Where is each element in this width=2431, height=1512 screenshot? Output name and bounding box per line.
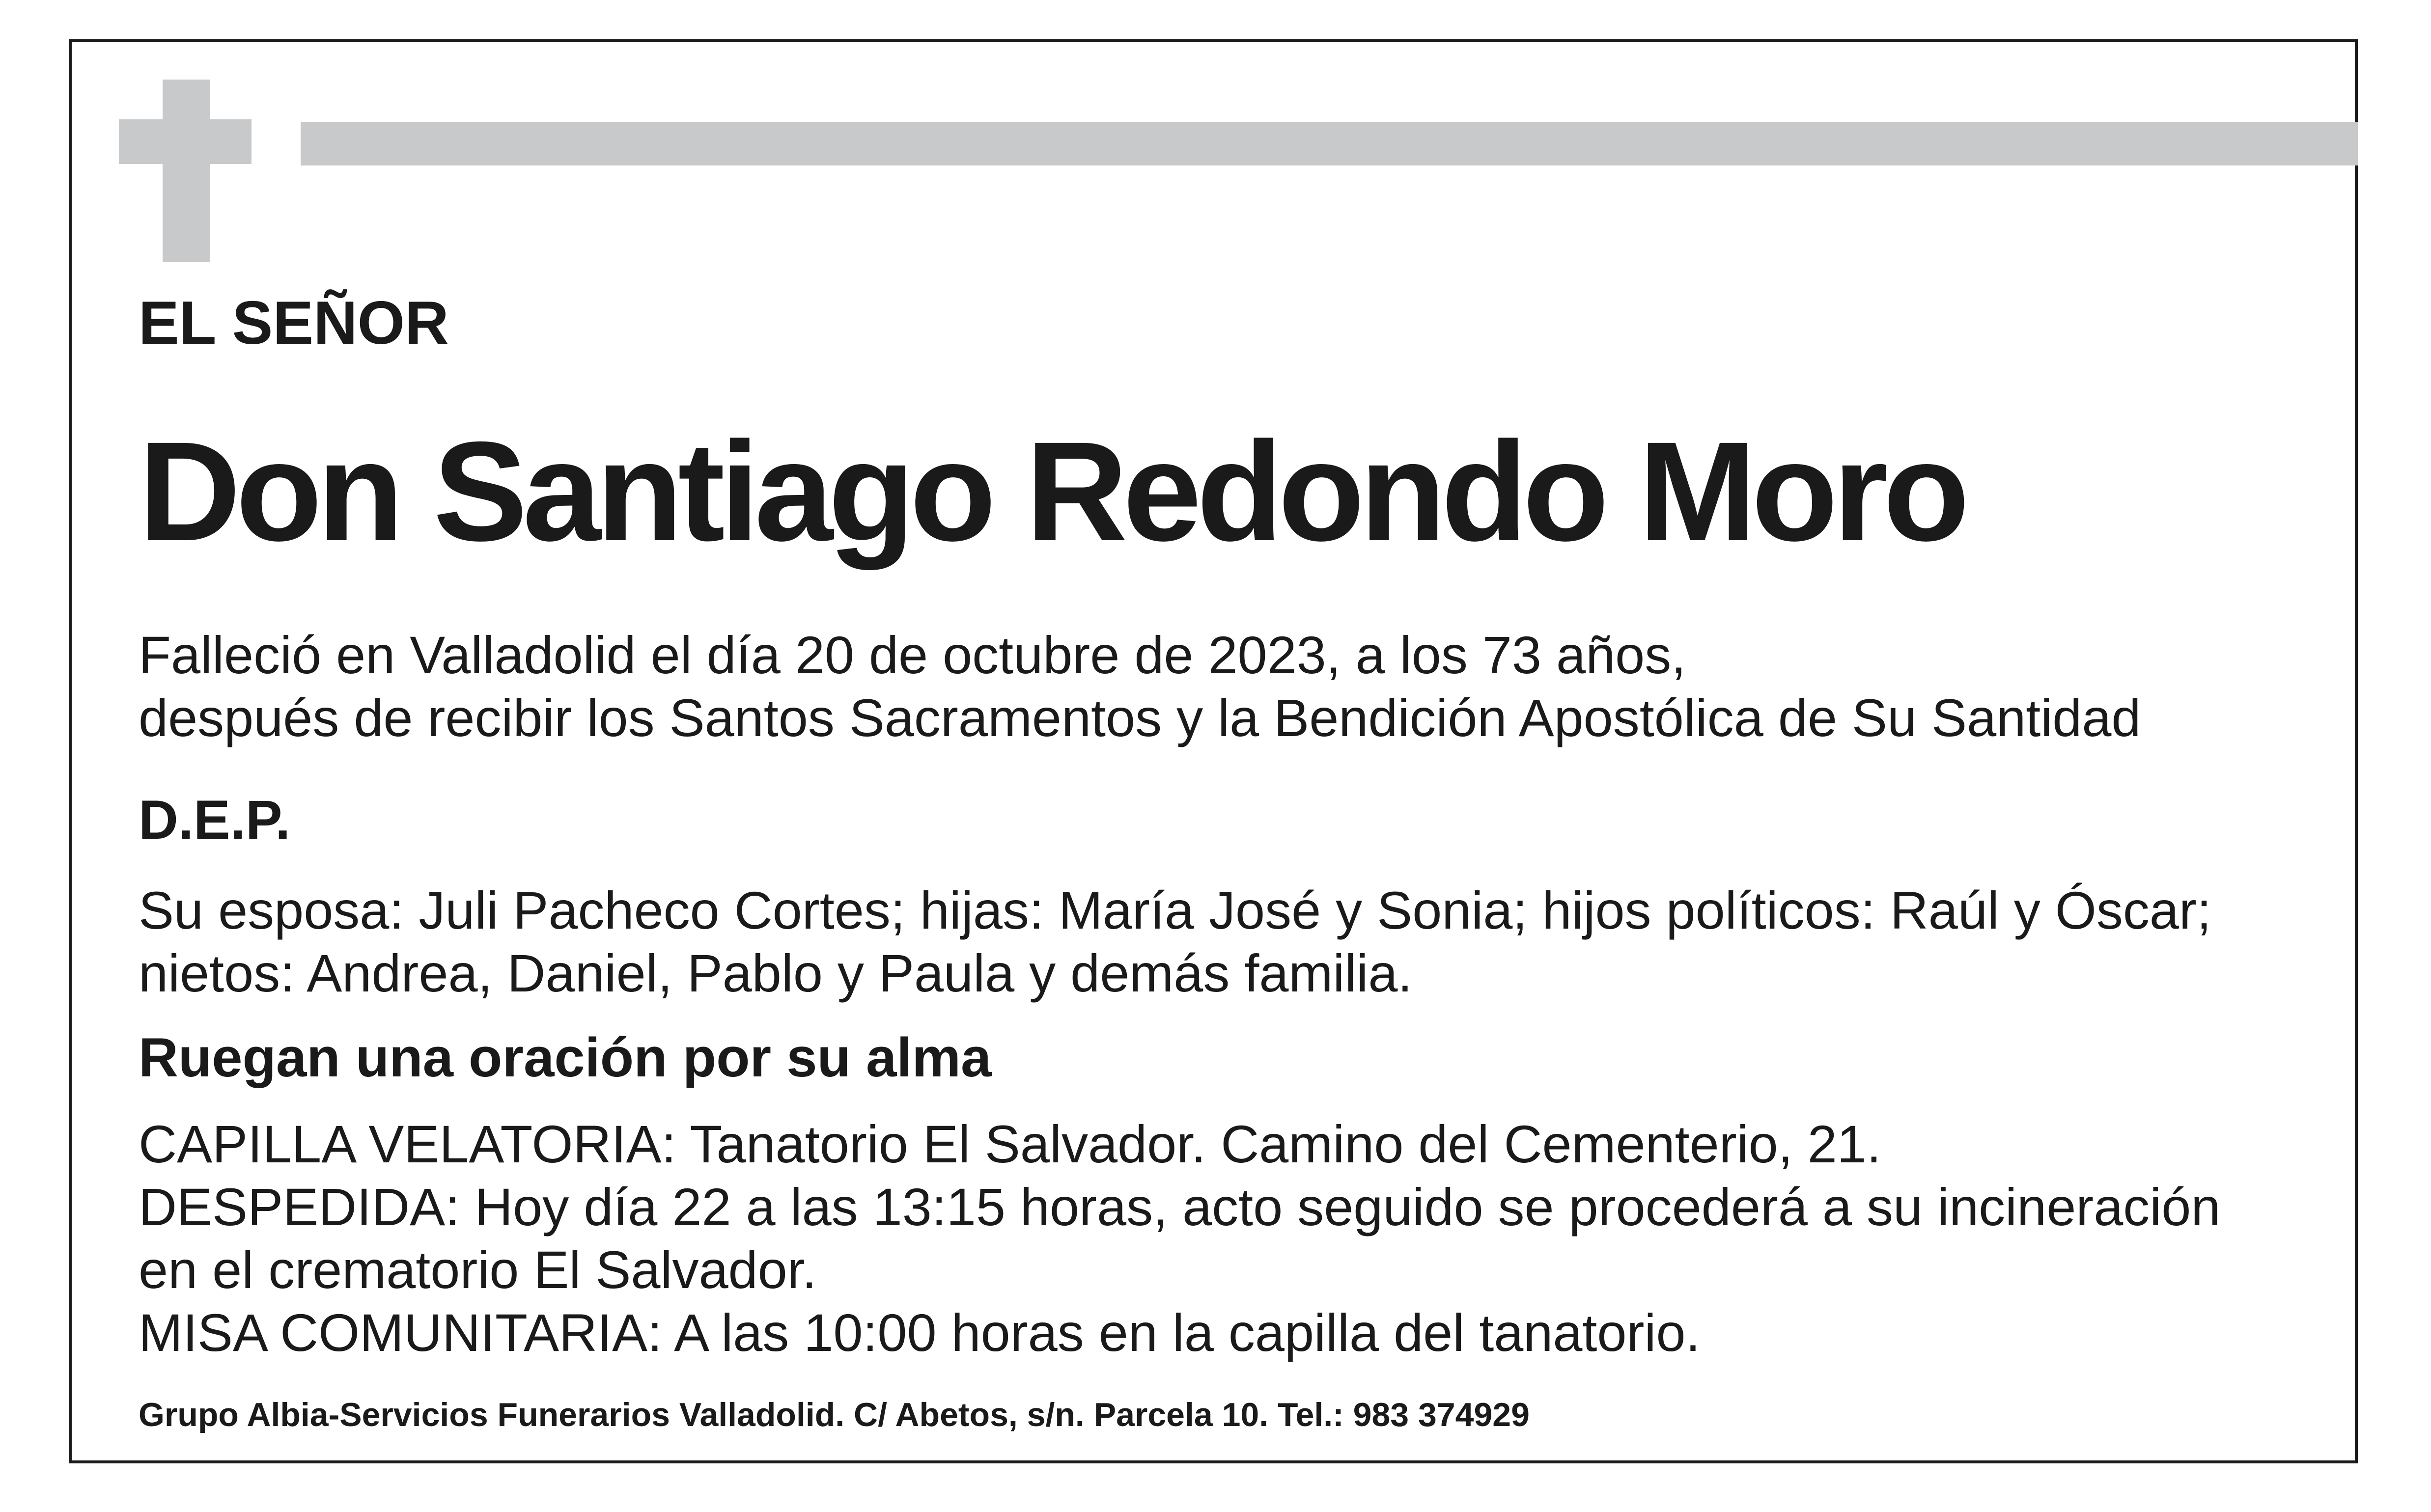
death-line: después de recibir los Santos Sacramentos y la Bendición Apostólica de Su Santidad: [139, 688, 2141, 747]
family-line: Su esposa: Juli Pacheco Cortes; hijas: María José y Sonia; hijos políticos: Raúl y Óscar;: [139, 880, 2211, 940]
service-line: CAPILLA VELATORIA: Tanatorio El Salvador. Camino del Cementerio, 21.: [139, 1114, 1881, 1174]
cross-vertical-bar: [163, 80, 210, 262]
family-line: nietos: Andrea, Daniel, Pablo y Paula y demás familia.: [139, 943, 1413, 1003]
service-line: MISA COMUNITARIA: A las 10:00 horas en la capilla del tanatorio.: [139, 1303, 1701, 1362]
death-line: Falleció en Valladolid el día 20 de octubre de 2023, a los 73 años,: [139, 625, 1686, 685]
cross-horizontal-bar: [119, 119, 251, 164]
service-line: en el crematorio El Salvador.: [139, 1240, 817, 1299]
funeral-home-footer: Grupo Albia-Servicios Funerarios Valladolid. C/ Abetos, s/n. Parcela 10. Tel.: 983 374929: [139, 1396, 1530, 1433]
prayer-heading: Ruegan una oración por su alma: [139, 1027, 992, 1088]
honorific: EL SEÑOR: [139, 289, 449, 357]
deceased-name: Don Santiago Redondo Moro: [139, 412, 1965, 571]
service-line: DESPEDIDA: Hoy día 22 a las 13:15 horas, acto seguido se procederá a su incineración: [139, 1177, 2221, 1237]
header-rule: [301, 122, 2358, 165]
dep-heading: D.E.P.: [139, 789, 291, 851]
